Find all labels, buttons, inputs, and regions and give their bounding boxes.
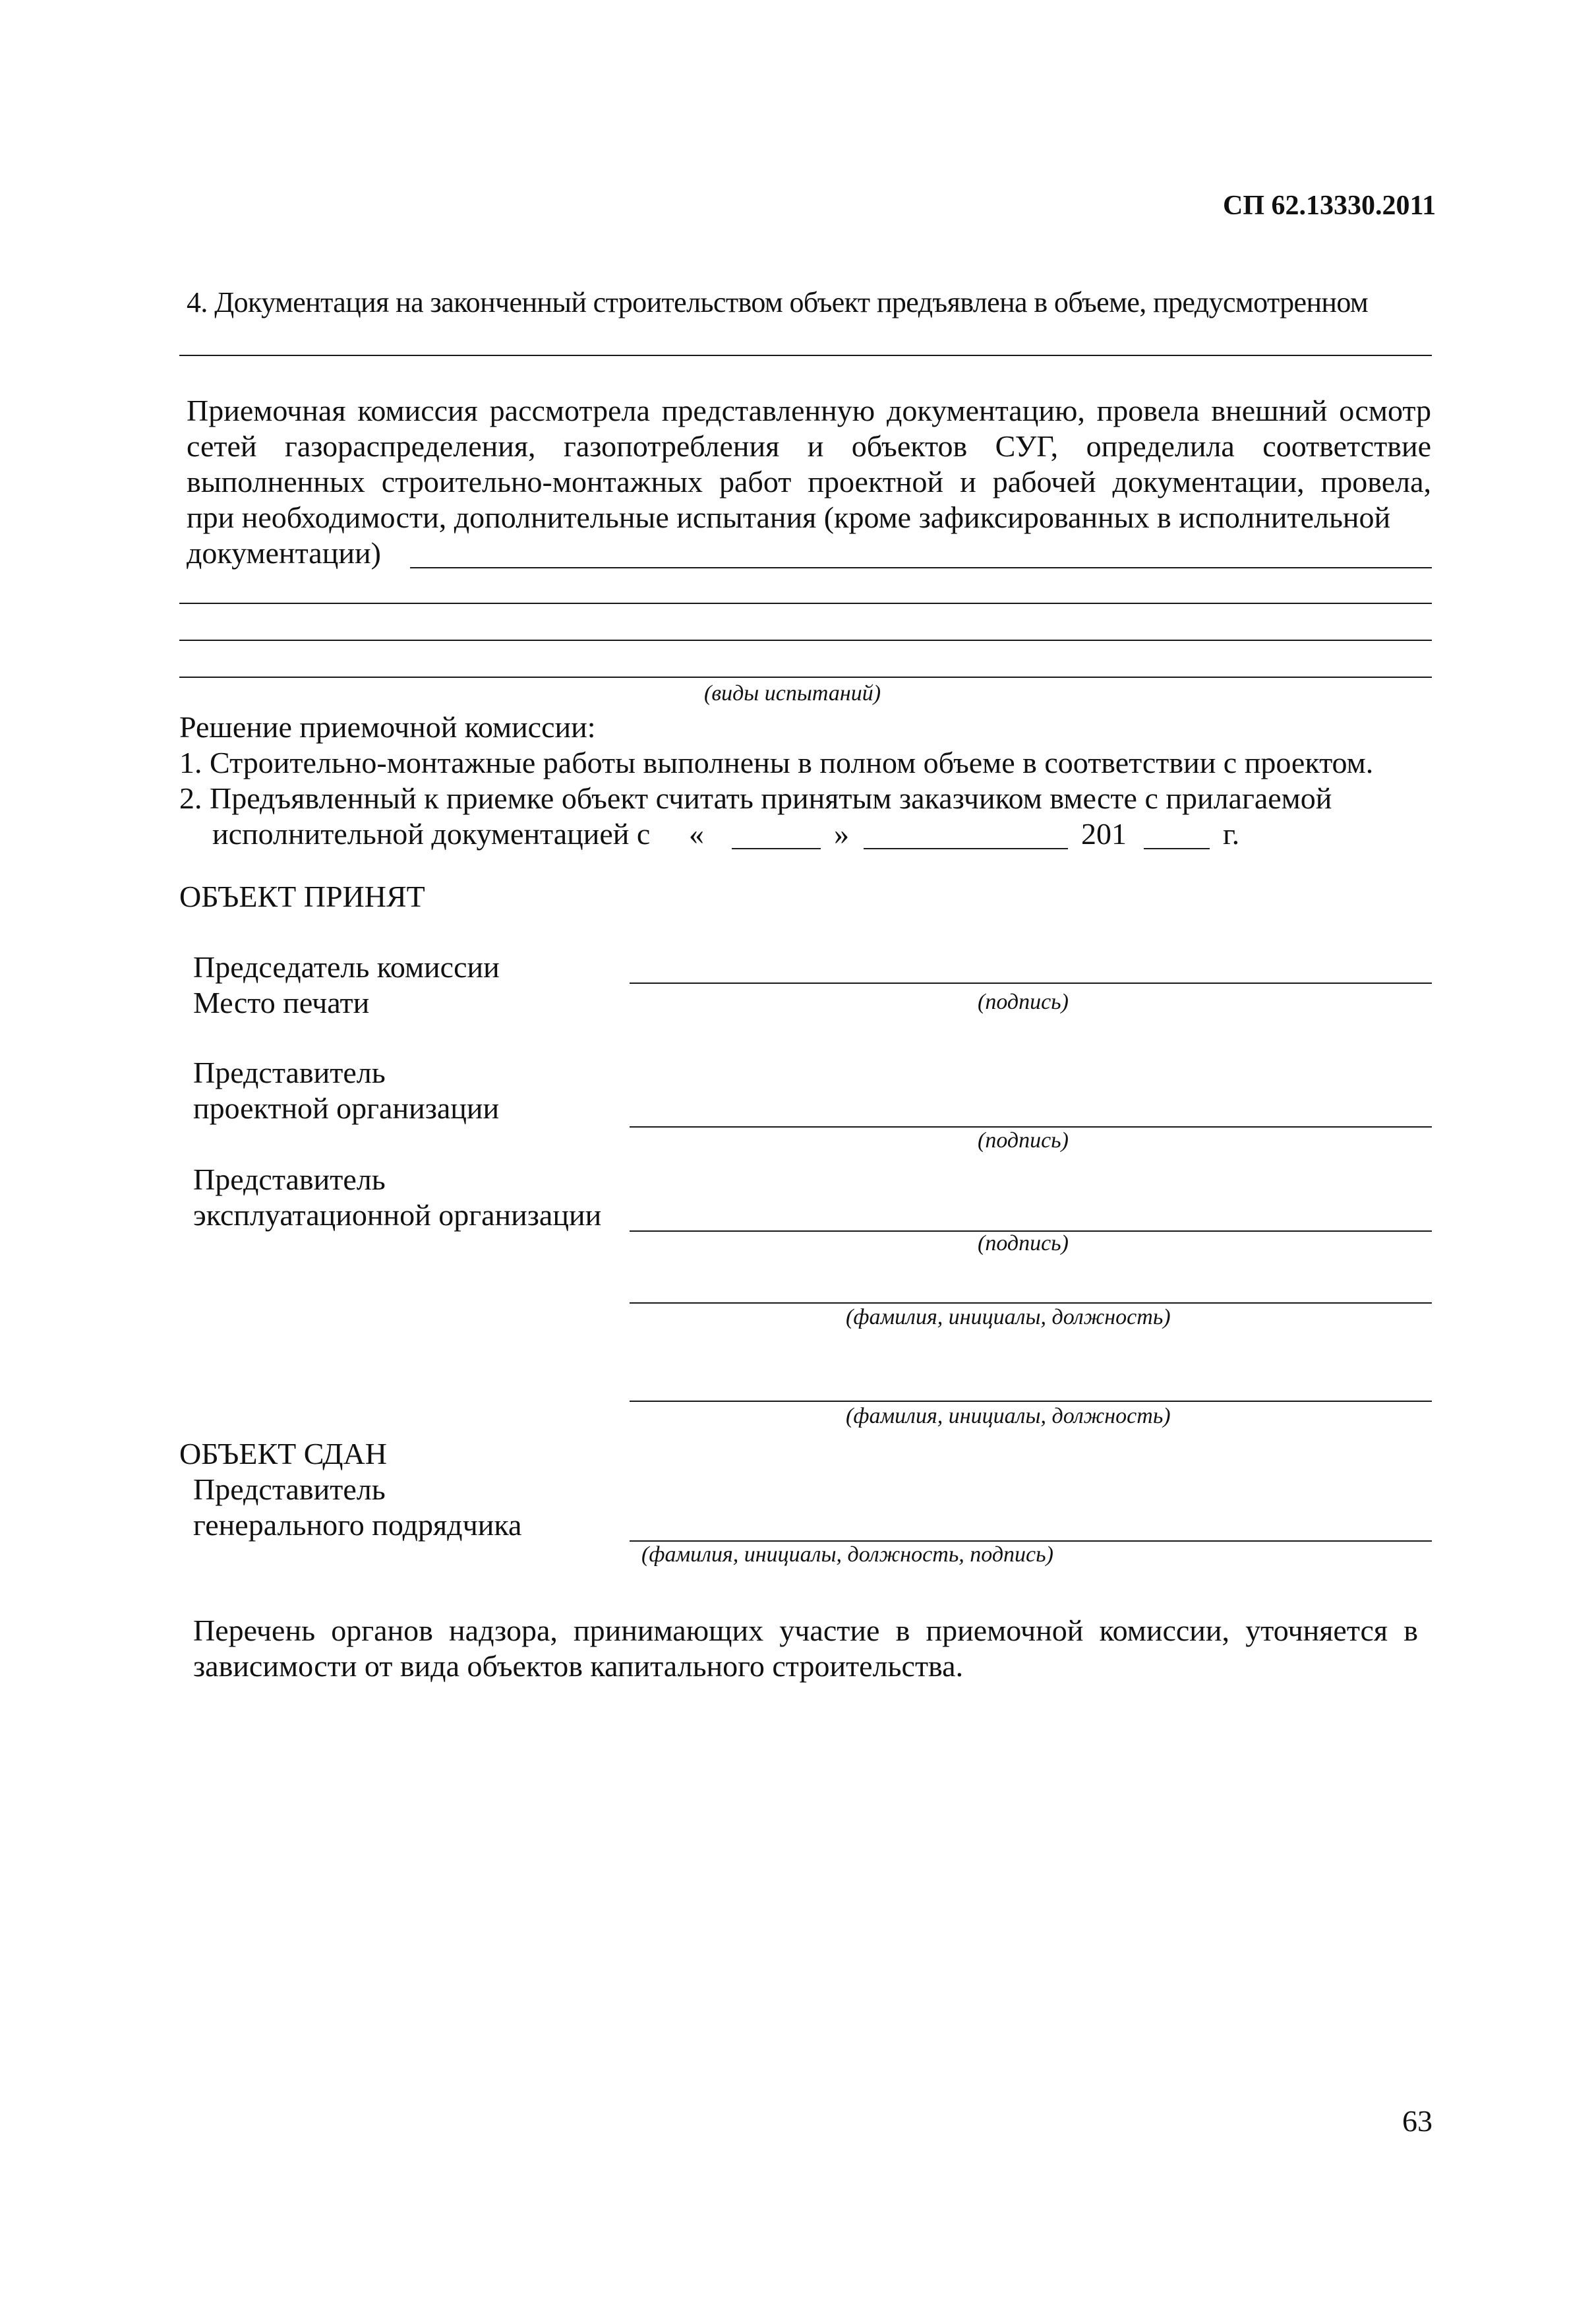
name-line-2 [630, 1401, 1432, 1402]
chair-signature-line [630, 983, 1432, 984]
date-year-prefix: 201 [1081, 817, 1127, 851]
name-caption-1: (фамилия, инициалы, должность) [846, 1305, 1171, 1329]
design-rep-label-2: проектной организации [193, 1091, 500, 1125]
ops-rep-label-1: Представитель [193, 1163, 386, 1196]
ops-rep-signature-caption: (подпись) [978, 1231, 1069, 1255]
date-year-line [1144, 848, 1210, 849]
name-line-1 [630, 1302, 1432, 1304]
name-caption-2: (фамилия, инициалы, должность) [846, 1404, 1171, 1428]
note-line-1: Перечень органов надзора, принимающих участие в приемочной комиссии, уточняется в [193, 1614, 1418, 1647]
tests-caption: (виды испытаний) [704, 681, 881, 706]
design-rep-signature-caption: (подпись) [978, 1128, 1069, 1153]
review-line-1: Приемочная комиссия рассмотрела представленную документацию, провела внешний осмотр [187, 394, 1431, 427]
review-line-2: сетей газораспределения, газопотребления и объектов СУГ, определила соответствие [187, 429, 1431, 463]
date-year-suffix: г. [1223, 817, 1240, 851]
contractor-rep-label-2: генерального подрядчика [193, 1508, 522, 1542]
date-day-line [732, 848, 821, 849]
tests-fill-line-1 [410, 567, 1432, 568]
document-code: СП 62.13330.2011 [1223, 191, 1436, 221]
page-number: 63 [1402, 2104, 1433, 2138]
decision-item-2-line-2: исполнительной документацией с [212, 817, 651, 851]
tests-fill-line-2 [179, 603, 1432, 604]
contractor-rep-label-1: Представитель [193, 1472, 386, 1506]
handed-title: ОБЪЕКТ СДАН [179, 1437, 387, 1470]
accepted-title: ОБЪЕКТ ПРИНЯТ [179, 880, 425, 913]
ops-rep-label-2: эксплуатационной организации [193, 1198, 602, 1232]
review-line-4: при необходимости, дополнительные испытания (кроме зафиксированных в исполнительной [187, 500, 1391, 534]
review-line-5: документации) [187, 536, 381, 570]
review-line-3: выполненных строительно-монтажных работ проектной и рабочей документации, провела, [187, 465, 1431, 499]
item-4-fill-line [179, 355, 1432, 356]
item-4-text: 4. Документация на законченный строительством объект предъявлена в объеме, предусмотренном [187, 286, 1369, 318]
decision-title: Решение приемочной комиссии: [179, 710, 596, 744]
seal-label: Место печати [193, 986, 370, 1019]
decision-item-1: 1. Строительно-монтажные работы выполнены в полном объеме в соответствии с проектом. [179, 746, 1374, 779]
tests-fill-line-3 [179, 640, 1432, 641]
date-month-line [864, 848, 1068, 849]
date-quote-close: » [834, 817, 849, 851]
note-line-2: зависимости от вида объектов капитального строительства. [193, 1649, 964, 1683]
chair-label: Председатель комиссии [193, 950, 500, 984]
tests-fill-line-4 [179, 677, 1432, 678]
design-rep-label-1: Представитель [193, 1056, 386, 1089]
decision-item-2-line-1: 2. Предъявленный к приемке объект считать принятым заказчиком вместе с прилагаемой [179, 781, 1332, 815]
date-quote-open: « [689, 817, 704, 851]
contractor-rep-caption: (фамилия, инициалы, должность, подпись) [641, 1542, 1053, 1567]
chair-signature-caption: (подпись) [978, 990, 1069, 1014]
